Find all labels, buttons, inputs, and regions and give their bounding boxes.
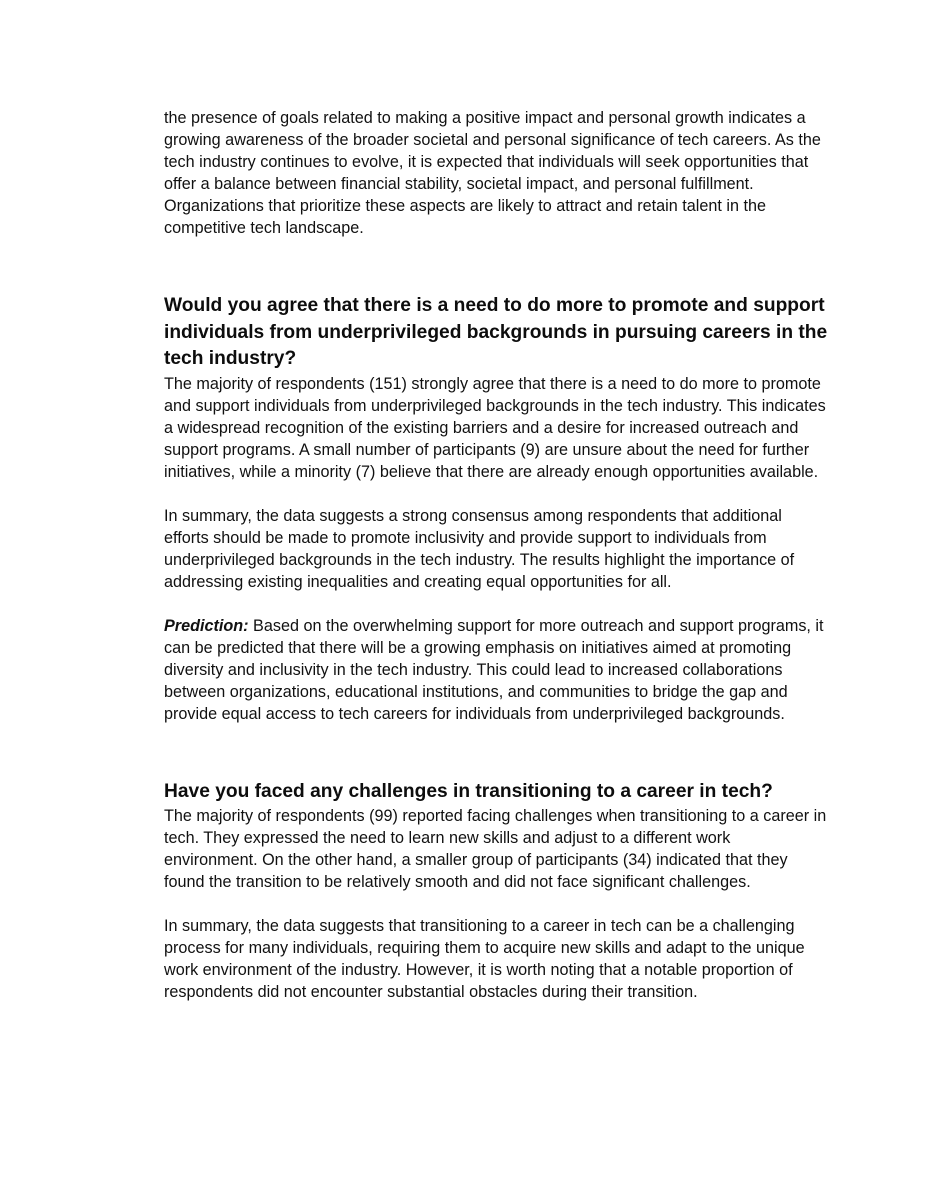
- section-career-transition: [164, 779, 828, 1004]
- section-heading: Would you agree that there is a need to do more to promote and support individuals from underprivileged backgrounds in pursuing careers in the tech industry?: [164, 295, 828, 369]
- paragraph-spacer: [164, 893, 828, 915]
- prediction-label: Prediction:: [164, 616, 249, 635]
- section-spacer: [164, 725, 828, 779]
- section-paragraph: The majority of respondents (151) strongly agree that there is a need to do more to promote and support individuals from underprivileged backgrounds in the tech industry. This indicates a widespread recognition of the existing barriers and a desire for increased outreach and support programs. A small number of participants (9) are unsure about the need for further initiatives, while a minority (7) believe that there are already enough opportunities available.: [164, 374, 826, 481]
- section-heading: Have you faced any challenges in transitioning to a career in tech?: [164, 780, 773, 802]
- prediction-text: Based on the overwhelming support for more outreach and support programs, it can be predicted that there will be a growing emphasis on initiatives aimed at promoting diversity and inclusivity in the tech industry. This could lead to increased collaborations between organizations, educational institutions, and communities to bridge the gap and provide equal access to tech careers for individuals from underprivileged backgrounds.: [164, 616, 824, 723]
- document-page: [164, 107, 828, 1003]
- summary-paragraph: In summary, the data suggests that transitioning to a career in tech can be a challenging process for many individuals, requiring them to acquire new skills and adapt to the unique work environment of the industry. However, it is worth noting that a notable proportion of respondents did not encounter substantial obstacles during their transition.: [164, 917, 805, 1001]
- section-paragraph: The majority of respondents (99) reported facing challenges when transitioning to a career in tech. They expressed the need to learn new skills and adjust to a different work environment. On the other hand, a smaller group of participants (34) indicated that they found the transition to be relatively smooth and did not face significant challenges.: [164, 807, 827, 891]
- paragraph-spacer: [164, 483, 828, 505]
- section-underprivileged-support: [164, 293, 828, 725]
- section-spacer: [164, 239, 828, 293]
- paragraph-spacer: [164, 593, 828, 615]
- intro-paragraph: the presence of goals related to making a positive impact and personal growth indicates a growing awareness of the broader societal and personal significance of tech careers. As the tech industry continues to evolve, it is expected that individuals will seek opportunities that offer a balance between financial stability, societal impact, and personal fulfillment. Organizations that prioritize these aspects are likely to attract and retain talent in the competitive tech landscape.: [164, 109, 821, 237]
- summary-paragraph: In summary, the data suggests a strong consensus among respondents that additional efforts should be made to promote inclusivity and provide support to individuals from underprivileged backgrounds in the tech industry. The results highlight the importance of addressing existing inequalities and creating equal opportunities for all.: [164, 506, 795, 591]
- prediction-paragraph: [164, 615, 828, 725]
